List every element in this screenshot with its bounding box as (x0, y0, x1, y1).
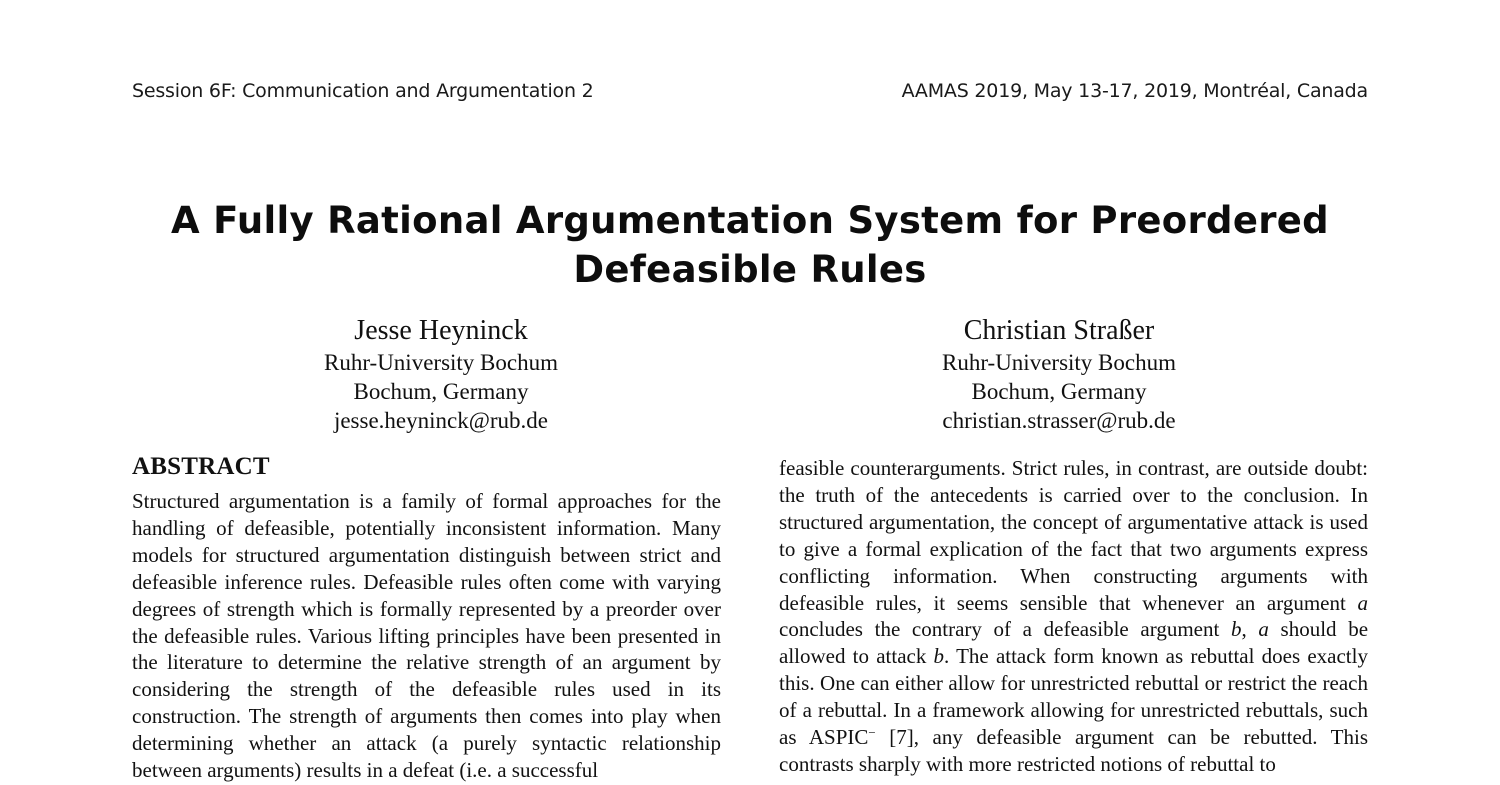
author-name: Jesse Heyninck (354, 315, 528, 346)
author-location: Bochum, Germany (971, 379, 1147, 404)
body-paragraph (779, 455, 1368, 778)
math-variable: b (1230, 617, 1242, 642)
abstract-text: Structured argumentation is a family of formal approaches for the handling of defeasible, potentially inconsistent information. Many models for structured argumentation distinguish between strict and defeasible inference rules. Defeasible rules often come with varying degrees of strength which is formally represented by a preorder over the defeasible rules. Various lifting principles have been presented in the literature to determine the relative strength of an argument by considering the strength of the defeasible rules used in its construction. The strength of arguments then comes into play when determining whether an attack (a purely syntactic relationship between arguments) results in a defeat (i.e. a successful (132, 489, 721, 783)
author-affiliation: Ruhr-University Bochum (324, 350, 558, 375)
body-text: concludes the contrary of a defeasible argument (779, 617, 1231, 642)
running-head (132, 80, 1368, 102)
left-column (132, 452, 721, 784)
title-line-1: A Fully Rational Argumentation System for Preordered (171, 199, 1329, 242)
author-affiliation: Ruhr-University Bochum (942, 350, 1176, 375)
math-variable: a (1258, 617, 1269, 642)
body-text: [7], any defeasible argument can be rebutted. This contrasts sharply with more restricted notions of rebuttal to (779, 725, 1368, 776)
author-email[interactable]: christian.strasser@rub.de (942, 408, 1176, 433)
author-email[interactable]: jesse.heyninck@rub.de (333, 408, 549, 433)
author-1 (132, 314, 750, 435)
paper-title (132, 196, 1368, 294)
author-block (132, 314, 1368, 435)
math-variable: b (933, 644, 945, 669)
author-name: Christian Straßer (963, 315, 1155, 346)
body-text: should be allowed to attack (779, 617, 1369, 669)
body-text: feasible counterarguments. Strict rules, in contrast, are outside doubt: the truth of the antecedents is carried over to the conclusion. In structured argumentation, the concept of argumentative attack is used to give a formal explication of the fact that two arguments express conflicting information. When constructing arguments with defeasible rules, it seems sensible that whenever an argument (779, 456, 1368, 615)
superscript-minus: − (868, 725, 876, 741)
body-text: . The attack form known as rebuttal does exactly this. One can either allow for unrestricted rebuttal or restrict the reach of a rebuttal. In a framework allowing for unrestricted rebuttals, such as ASPIC (779, 644, 1368, 750)
author-2 (750, 314, 1368, 435)
session-label: Session 6F: Communication and Argumentation 2 (132, 80, 594, 102)
title-line-2: Defeasible Rules (573, 248, 927, 291)
math-variable: a (1357, 590, 1368, 615)
author-location: Bochum, Germany (353, 379, 529, 404)
right-column (779, 455, 1368, 778)
abstract-heading: ABSTRACT (132, 453, 270, 480)
conference-label: AAMAS 2019, May 13-17, 2019, Montréal, Canada (901, 80, 1368, 102)
body-text: , (1241, 617, 1259, 642)
